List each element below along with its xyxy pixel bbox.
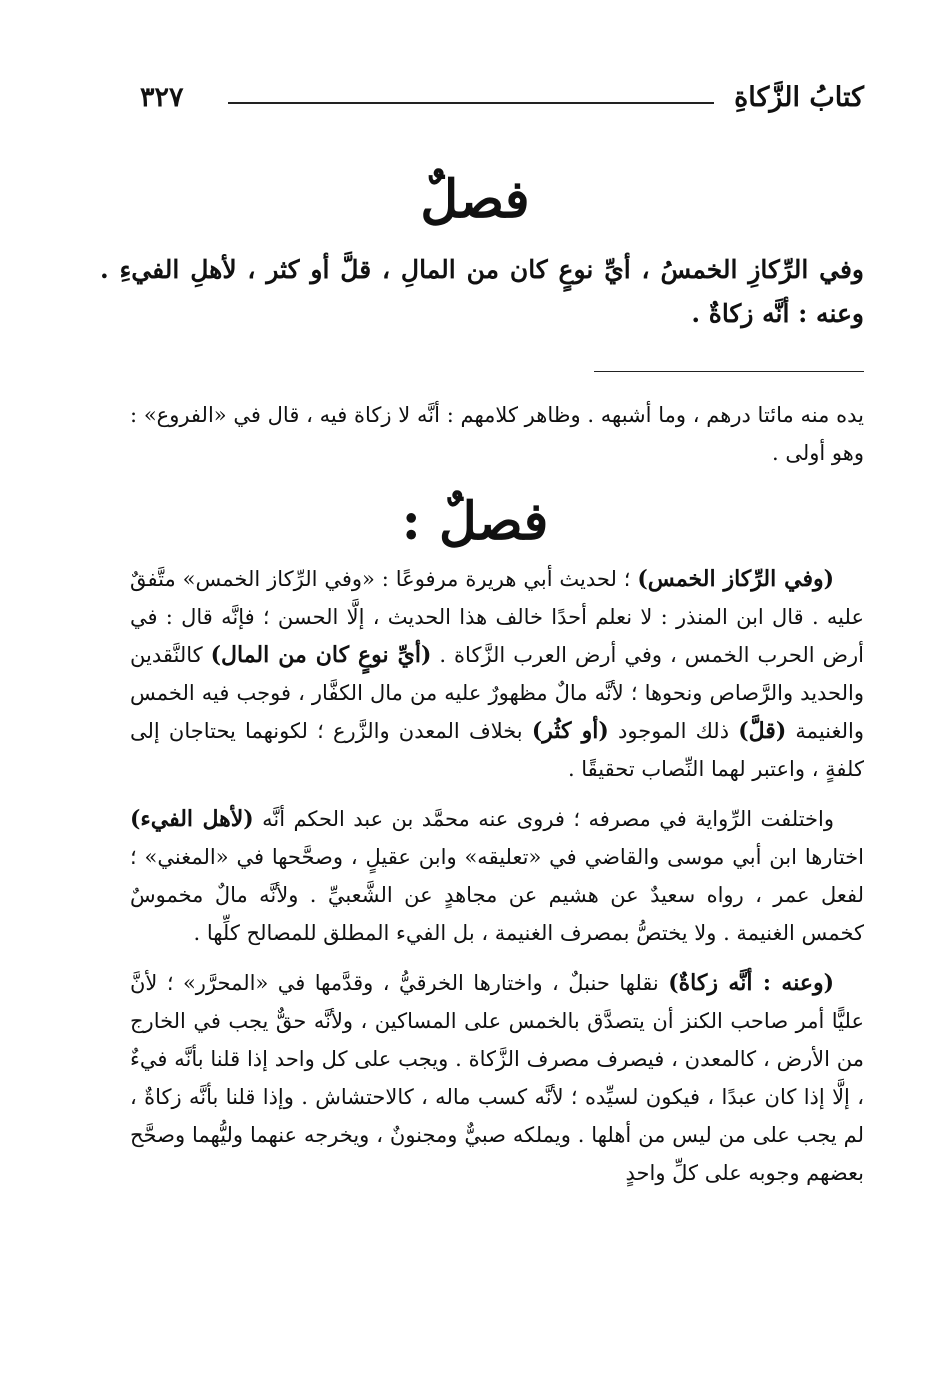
paragraph-text: كالنَّقدين والحديد والرَّصاص ونحوها ؛ لأنَّه مالٌ مظهورٌ عليه من مال الكفَّار ، فوجب فيه الخمس والغنيمة xyxy=(130,643,864,743)
quoted-matn: (وفي الرِّكاز الخمس) xyxy=(637,566,834,592)
chapter-title: كتابُ الزَّكاةِ xyxy=(734,82,864,113)
quoted-matn: (لأهل الفيء) xyxy=(130,806,254,832)
commentary-body xyxy=(130,560,864,1204)
paragraph-1 xyxy=(130,560,864,788)
page-number: ٣٢٧ xyxy=(140,82,184,113)
page-header xyxy=(140,82,864,122)
quoted-matn: (قلَّ) xyxy=(738,718,787,744)
footnote-block xyxy=(130,396,864,484)
paragraph-text: بخلاف المعدن والزَّرع ؛ لكونهما يحتاجان إلى كلفةٍ ، واعتبر لهما النِّصاب تحقيقًا . xyxy=(130,719,864,781)
paragraph-2 xyxy=(130,800,864,952)
matn-line-1: وفي الرِّكازِ الخمسُ ، أيِّ نوعٍ كان من المالِ ، قلَّ أو كثر ، لأهلِ الفيءِ . xyxy=(100,255,864,284)
paragraph-text: ذلك الموجود xyxy=(608,719,739,743)
paragraph-3 xyxy=(130,964,864,1192)
footnote-separator xyxy=(594,371,864,372)
matn-line-2: وعنه : أنَّه زكاةٌ . xyxy=(691,299,864,328)
paragraph-text: اختارها ابن أبي موسى والقاضي في «تعليقه» وابن عقيلٍ ، وصحَّحها في «المغني» ؛ لفعل عمر ، رواه سعيدٌ عن هشيم عن مجاهدٍ عن الشَّعبيِّ . ولأنَّه مالٌ مخموسٌ كخمس الغنيمة . ولا يختصُّ بمصرف الغنيمة ، بل الفيء المطلق للمصالح كلِّها . xyxy=(130,845,864,945)
section-heading-sharh: فصلٌ : xyxy=(401,491,549,552)
paragraph-text: نقلها حنبلٌ ، واختارها الخرقيُّ ، وقدَّمها في «المحرَّر» ؛ لأنَّ عليًّا أمر صاحب الكنز أن يتصدَّق بالخمس على المساكين ، ولأنَّه حقٌّ يجب في الخارج من الأرض ، كالمعدن ، فيصرف مصرف الزَّكاة . ويجب على كل واحد إذا قلنا بأنَّه فيءٌ ، إلَّا إذا كان عبدًا ، فيكون لسيِّده ؛ لأنَّه كسب ماله ، كالاحتشاش . وإذا قلنا بأنَّه زكاةٌ ، لم يجب على من ليس من أهلها . ويملكه صبيٌّ ومجنونٌ ، ويخرجه عنهما وليُّهما وصحَّح بعضهم وجوبه على كلِّ واحدٍ xyxy=(130,971,864,1185)
paragraph-text: واختلفت الرِّواية في مصرفه ؛ فروى عنه محمَّد بن عبد الحكم أنَّه xyxy=(253,807,834,831)
header-rule xyxy=(228,102,714,104)
section-heading-matn: فصلٌ xyxy=(420,169,530,230)
quoted-matn: (وعنه : أنَّه زكاةٌ) xyxy=(668,970,835,996)
quoted-matn: (أو كثُر) xyxy=(531,718,609,744)
matn-text xyxy=(100,248,864,336)
quoted-matn: (أيِّ نوعٍ كان من المال) xyxy=(210,642,432,668)
paragraph-text: ؛ لحديث أبي هريرة مرفوعًا : «وفي الرِّكاز الخمس» متَّفقٌ عليه . قال ابن المنذر : لا نعلم أحدًا خالف هذا الحديث ، إلَّا الحسن ؛ فإنَّه قال : في أرض الحرب الخمس ، وفي أرض العرب الزَّكاة . xyxy=(130,567,864,667)
footnote-text: يده منه مائتا درهم ، وما أشبهه . وظاهر كلامهم : أنَّه لا زكاة فيه ، قال في «الفروع» : وهو أولى . xyxy=(130,403,864,465)
